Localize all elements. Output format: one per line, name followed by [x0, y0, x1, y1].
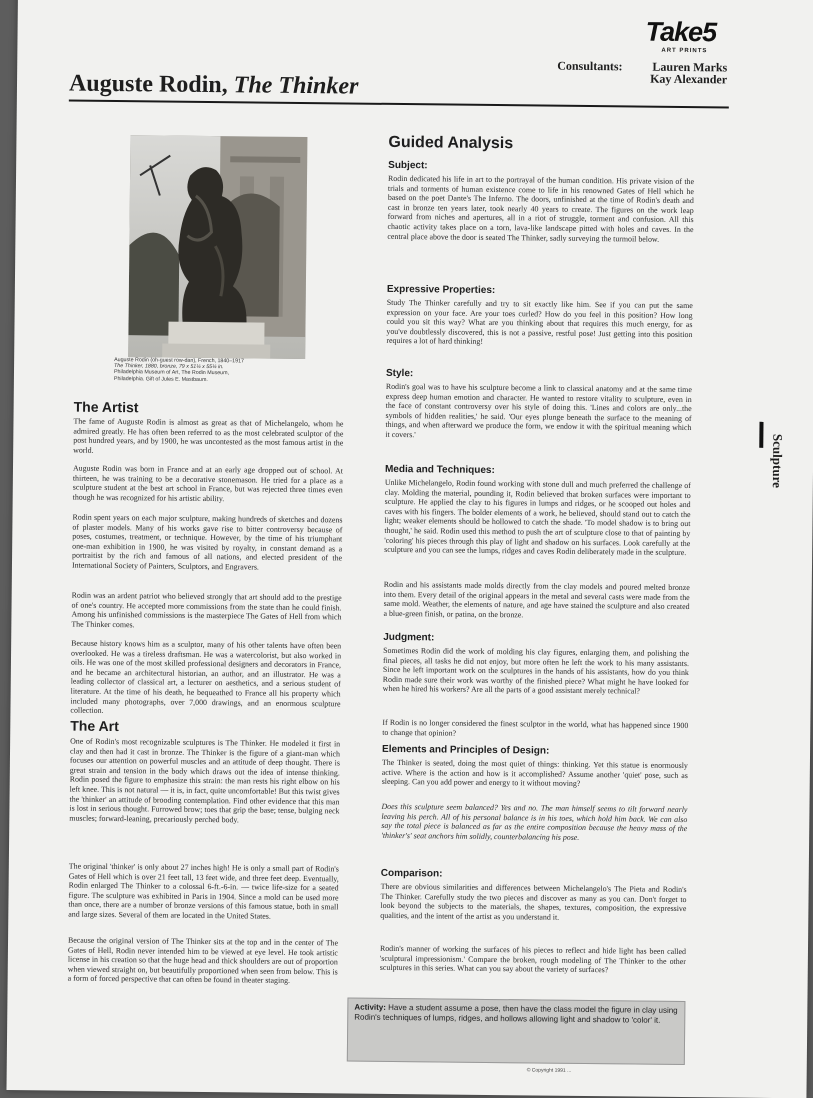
title-rule [69, 100, 729, 109]
style-heading: Style: [385, 367, 414, 380]
media-paragraph-1: Unlike Michelangelo, Rodin found working with stone dull and much preferred the challenge of clay. Molding the material, pounding it, Rodin believed that broken surfaces were important to sculpture. He applied the clay to his figures in lumps and ridges, or he scooped out holes and caves with his fingers. The bolder elements of a work, he believed, should stand out to catch the light; weaker elements should be hollowed to catch the shade. 'To model shadow is to bring out thought,' he said. Rodin used this method to push the art of sculpture close to that of painting by 'coloring' his pieces through this play of light and shadow on his surfaces. Look carefully at the sculpture and you can see the lumps, ridges and caves Rodin deliberately made in the sculpture. [384, 477, 691, 558]
artist-heading: The Artist [73, 398, 139, 416]
copyright: © Copyright 1991 ... [526, 1067, 572, 1074]
artist-paragraph-1: The fame of Auguste Rodin is almost as great as that of Michelangelo, whom he admired greatly. He has often been referred to as the most celebrated sculptor of the post hundred years, and by 1900, he was uncontested as the most famous artist in the world. [73, 416, 344, 455]
consultant-name-1: Lauren Marks [652, 59, 728, 75]
comparison-paragraph-2: Rodin's manner of working the surfaces of his pieces to reflect and hide light has been called 'sculptural impressionism.' Compare the broken, rough modeling of The Thinker to the other sculptures in this series. What can you say about the variety of surfaces? [379, 943, 687, 975]
consultant-name-2: Kay Alexander [650, 71, 728, 87]
elements-paragraph-1: The Thinker is seated, doing the most quiet of things: thinking. Yet this statue is enormously active. Where is the action and how is it accomplished? Assume another 'quiet' pose, such as sleeping. Can you add power and energy to it without moving? [381, 757, 688, 789]
expressive-paragraph: Study The Thinker carefully and try to sit exactly like him. See if you can put the same expression on your face. Are your toes curled? How do you feel in this position? How long could you sit this way? What are you thinking about that requires this much energy, for as you've doubtlessly discovered, this is not a passive, restful pose! Just getting into this position requires a lot of hard thinking! [386, 297, 693, 347]
thinker-photo-image [128, 135, 307, 359]
artist-paragraph-2: Auguste Rodin was born in France and at an early age dropped out of school. At thirteen, he was training to be a decorative stonemason. He tried for a place as a sculpture student at the best art school in France, but was rejected three times even though he was recognized for his artistic ability. [72, 463, 344, 503]
art-paragraph-1: One of Rodin's most recognizable sculptures is The Thinker. He modeled it first in clay and then had it cast in bronze. The Thinker is the figure of a giant-man which focuses our attention on powerful muscles and an attitude of deep thought. There is great strain and tension in the body which draws out the idea of intense thinking. Rodin posed the figure to emphasize this strain: the man rests his right elbow on his left knee. This is not natural — it is, in fact, quite uncomfortable! But this twist gives the 'thinker' an attitude of brooding contemplation. Find other evidence that this man is lost in serious thought. Furrowed brow; toes that grip the base; tense, bulging neck muscles; forward-leaning, precariously perched body. [69, 736, 341, 825]
judgment-paragraph-1: Sometimes Rodin did the work of molding his clay figures, enlarging them, and polishing the final pieces, all tasks he did not enjoy, but more often he left the work to his many assistants. Since he left important work on the sculptures in the hands of his assistants, how do you think Rodin made sure their work was worthy of the finished piece? What might he have looked for when he hired his workers? Are all the parts of a good assistant merely technical? [382, 645, 690, 696]
style-paragraph: Rodin's goal was to have his sculpture become a link to classical anatomy and at the same time express deep human emotion and character. He wanted to restore vitality to sculpture, even in the face of constant controversy over his style of doing this. 'Lines and colors are only...the symbols of hidden realities,' he said. 'Our eyes plunge beneath the surface to the meaning of things, and when afterward we produce the form, we endow it with the spiritual meaning which it covers.' [385, 381, 692, 440]
side-tab-label: Sculpture [769, 433, 786, 488]
judgment-heading: Judgment: [383, 631, 435, 644]
art-heading: The Art [70, 717, 119, 735]
consultants-label: Consultants: [557, 58, 623, 74]
caption-line: Philadelphia Museum of Art, The Rodin Museum, [113, 369, 230, 377]
take5-logo [645, 17, 725, 58]
title-artist: Auguste Rodin, [68, 70, 234, 99]
activity-text [354, 1003, 680, 1026]
comparison-heading: Comparison: [380, 867, 443, 880]
thinker-photo [128, 135, 307, 359]
activity-box [347, 998, 686, 1066]
logo-text: Take5 [645, 16, 717, 48]
subject-heading: Subject: [388, 159, 428, 172]
document-page [6, 0, 813, 1098]
guided-analysis-heading: Guided Analysis [388, 133, 514, 153]
artist-paragraph-5: Because history knows him as a sculptor, many of his other talents have often been overlooked. He was a tireless draftsman. He was a watercolorist, but also worked in oils. He was one of the most skilled professional designers and decorators in France, and he became an architectural historian, an author, and an illustrator. He was a leading collector of classical art, a lecturer on aesthetics, and a serious student of literature. At the time of his death, he bequeathed to France all his property which included many photographs, over 7,000 drawings, and an enormous sculpture collection. [70, 638, 342, 716]
consultants [557, 60, 727, 90]
side-tab-bar [759, 422, 763, 448]
media-paragraph-2: Rodin and his assistants made molds directly from the clay models and poured melted bronze into them. Every detail of the original appears in the metal and several casts were made from the same mold. Weather, the elements of nature, and age have stained the sculpture and also created a blue-green finish, or patina, on the bronze. [383, 579, 690, 620]
comparison-paragraph-1: There are obvious similarities and differences between Michelangelo's The Pieta and Rodin's The Thinker. Carefully study the two pieces and discover as many as you can. Don't forget to look beyond the subjects to the materials, the shapes, textures, composition, the expressive qualities, and the intent of the artist as you understand it. [380, 881, 687, 922]
page-title [69, 71, 359, 101]
caption-line: Auguste Rodin (oh-guest row-dan), French, 1840–1917 [114, 357, 245, 365]
judgment-paragraph-2: If Rodin is no longer considered the finest sculptor in the world, what has happened since 1900 to change that opinion? [382, 717, 689, 738]
media-heading: Media and Techniques: [384, 463, 495, 477]
subject-paragraph: Rodin dedicated his life in art to the portrayal of the human condition. His private vision of the trials and torments of human existence come to life in his renowned Gates of Hell which he based on the poet Dante's The Inferno. The doors, unfinished at the time of Rodin's death and cast in bronze ten years later, took nearly 40 years to create. The figures on the work leap forward from niches and apertures, all in a riot of struggle, torment and confusion. All this chaotic activity takes place on a torn, lava-like landscape pitted with holes and caves. In the central place above the door is seated The Thinker, sadly surveying the turmoil below. [387, 173, 695, 244]
activity-body: Have a student assume a pose, then have the class model the figure in clay using Rodin's techniques of lumps, ridges, and hollows allowing light and shadow to 'color' it. [354, 1002, 678, 1025]
art-paragraph-3: Because the original version of The Thinker sits at the top and in the center of The Gates of Hell, Rodin never intended him to be viewed at eye level. He took artistic license in his creation so that the huge head and thick shoulders are out of proportion when viewed straight on, but beautifully proportioned when seen from below. This is a form of forced perspective that can often be found in theater staging. [67, 935, 339, 986]
elements-heading: Elements and Principles of Design: [382, 743, 550, 757]
artist-paragraph-3: Rodin spent years on each major sculpture, making hundreds of sketches and dozens of plaster models. Many of his works gave rise to bitter controversy because of poses, costumes, treatment, or technique. However, by the time of his triumphant one-man exhibition in 1900, he was visited by royalty, in constant demand as a portraitist by the rich and famous of all nations, and elected president of the International Society of Painters, Sculptors, and Engravers. [71, 512, 343, 572]
elements-paragraph-2: Does this sculpture seem balanced? Yes and no. The man himself seems to tilt forward nearly leaving his perch. All of his personal balance is in his toes, which hold him back. We can also say the total piece is balanced as far as the entire composition because the heavy mass of the 'thinker's' seat anchors him solidly, counterbalancing his pose. [381, 801, 688, 842]
title-work: The Thinker [233, 72, 359, 100]
artist-paragraph-4: Rodin was an ardent patriot who believed strongly that art should add to the prestige of one's country. He accepted more commissions from the state than he could finish. Among his unfinished commissions is the masterpiece The Gates of Hell from which The Thinker comes. [71, 590, 342, 630]
caption-line: The Thinker, 1880, bronze, 79 x 51¼ x 55¼ in. [114, 363, 224, 371]
photo-caption [114, 357, 324, 384]
caption-line: Philadelphia. Gift of Jules E. Mastbaum. [113, 375, 208, 383]
logo-subtext: ART PRINTS [661, 47, 708, 55]
activity-label: Activity: [354, 1002, 386, 1012]
expressive-heading: Expressive Properties: [386, 283, 496, 297]
art-paragraph-2: The original 'thinker' is only about 27 inches high! He is only a small part of Rodin's Gates of Hell which is over 21 feet tall, 13 feet wide, and three feet deep. Eventually, Rodin enlarged The Thinker to a colossal 6-ft.-6-in. — twice life-size for a seated figure. The sculpture was exhibited in Paris in 1904. Since a mold can be used more than once, there are a number of bronze versions of this famous statue, both in small and large sizes. Several of them are located in the United States. [68, 861, 339, 921]
sculpture-side-tab [759, 422, 790, 502]
